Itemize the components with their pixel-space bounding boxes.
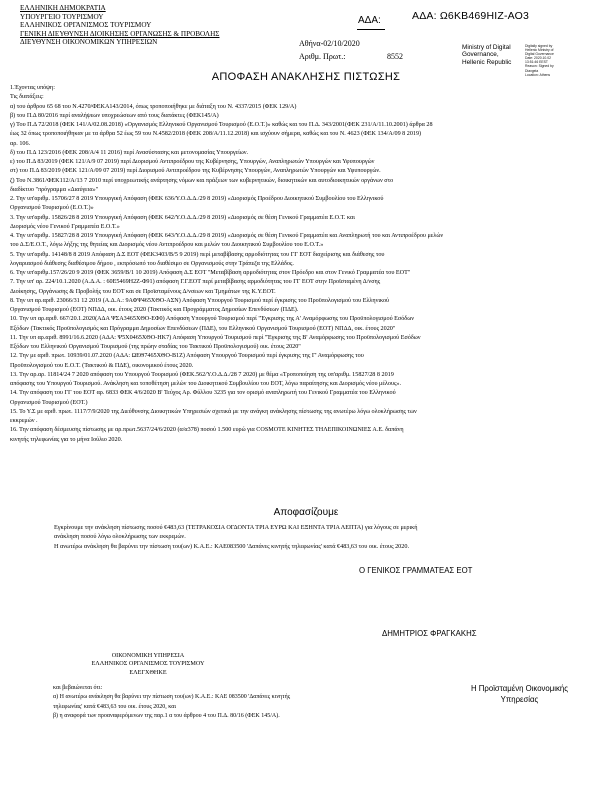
header-line: ΓΕΝΙΚΗ ΔΙΕΥΘΥΝΣΗ ΔΙΟΙΚΗΣΗΣ ΟΡΓΑΝΩΣΗΣ & ΠΡΟΒΟΛΗΣ xyxy=(20,29,220,38)
consideration-line: Διορισμός νέου Γενικού Γραμματέα Ε.Ο.Τ.» xyxy=(10,223,120,230)
consideration-line: γ) Του Π.Δ 72/2018 (ΦΕΚ 141/Α/02.08.2018) «Οργανισμός Ελληνικού Οργανισμού Τουρισμού (Ε.Ο.Τ.)» καθώς και του Π.Δ. 343/2001(ΦΕΚ 231/Α/11.10.2001) άρθρα 28 xyxy=(10,122,433,128)
consideration-line: Εξόδων του Ελληνικού Οργανισμού Τουρισμού (της πρώην σταδίας του Τακτικού Προϋπολογισμού) οικ. έτους 2020" xyxy=(10,344,301,350)
logo-line: Hellenic Republic xyxy=(462,58,512,66)
consideration-line: 15. Το Υ.Σ με αριθ. πρωτ. 1117/7/9/2020 της Διεύθυνσης Διοικητικών Υπηρεσιών σχετικά με την ανάγκη ανάκλησης πίστωσης της ανωτέρω λόγω ολοκλήρωσης των xyxy=(10,408,417,415)
consideration-line: του Δ.Σ/Ε.Ο.Τ., λόγω λήξης της θητείας και Διορισμός νέου Αντιπροέδρου και μελών του Διοικητικού Συμβουλίου του Ε.Ο.Τ.» xyxy=(10,242,324,249)
consideration-line: α) του άρθρου 65 68 του Ν.4270/ΦΕΚΑ143/2014, όπως τροποποιήθηκε με διάταξη του Ν. 4337/2015 (ΦΕΚ 129/Α) xyxy=(10,103,297,110)
consideration-line: Οργανισμού Τουρισμού (Ε.Ο.Τ.)» xyxy=(10,205,94,212)
consideration-line: 5. Την υπ'αριθμ. 14148/8 8 2019 Απόφαση Δ.Σ ΕΟΤ (ΦΕΚ3403/Β/5 9 2019) περί μεταβίβασης αρμοδιότητας του ΓΓ ΕΟΤ διαχείρισης και διάθεσης του xyxy=(10,251,385,258)
stamp-line: Location: Athens xyxy=(525,72,551,77)
ada-label: ΑΔΑ: xyxy=(358,15,381,26)
document-title: ΑΠΟΦΑΣΗ ΑΝΑΚΛΗΣΗΣ ΠΙΣΤΩΣΗΣ xyxy=(211,71,401,83)
consideration-line: 3. Την υπ'αριθμ. 15826/28 8 2019 Υπουργική Απόφαση (ΦΕΚ 642/Υ.Ο.Δ.Δ./29 8 2019) «Διορισμός σε θέση Γενικού Γραμματέα Ε.Ο.Τ. και xyxy=(10,214,355,221)
head-of-finance-signature xyxy=(457,683,582,705)
stamp-line: Digital Governance xyxy=(525,52,554,57)
consideration-line: 4. Την υπ'αριθμ. 15827/28 8 2019 Υπουργική Απόφαση (ΦΕΚ 643/Υ.Ο.Δ.Δ./29 8 2019) «Διορισμός σε θέση Γενικού Γραμματέα και Αναπληρωτή του και Αντιπροέδρου μελών xyxy=(10,233,444,239)
department-line: ΕΛΛΗΝΙΚΟΣ ΟΡΓΑΝΙΣΜΟΣ ΤΟΥΡΙΣΜΟΥ xyxy=(91,660,205,668)
stamp-line: 13:51:46 EEST xyxy=(525,60,548,65)
consideration-line: 10. Την υπ αρ.αριθ. 667/20.1.2020(ΑΔΑ ΨΣΑ3465ΧΘΟ-ΕΦ0) Απόφαση Υπουργού Τουρισμού περί "Έγκρισης της Α' Αναμόρφωσης του Προϋπολογισμού Εσόδων xyxy=(10,316,415,323)
consideration-line: Διοίκησης, Οργάνωσης & Προβολής του ΕΟΤ και σε Προϊσταμένους Δ/νσεων και Τμημάτων της Κ.Υ.ΕΟΤ. xyxy=(10,288,276,295)
consideration-line: ζ) Του Ν.3861/ΦΕΚ112/Α/13 7 2010 περί υποχρεωτικής ανάρτησης νόμων και πράξεων των κυβερνητικών, διοικητικών και αυτοδιοικητικών οργάνων στο xyxy=(10,177,394,184)
consideration-line: 11. Την υπ αρ.αριθ. 8991/16.6.2020 (ΑΔΑ: Ψ5Χ0465ΧΘΟ-ΗΚ7) Απόφαση Υπουργού Τουρισμού περί "Έγκρισης της Β' Αναμόρφωσης του Προϋπολογισμού Εσόδων xyxy=(10,334,421,341)
consideration-line: Τις διατάξεις: xyxy=(10,94,44,101)
consideration-line: δ) του Π.Δ 123/2016 (ΦΕΚ 208/Α/4 11 2016) περί Ανασύστασης και μετονομασίας Υπουργείων. xyxy=(10,149,249,156)
consideration-line: 1.Έχοντας υπόψη: xyxy=(10,85,55,91)
logo-line: Ministry of Digital xyxy=(462,44,511,51)
decision-line: Εγκρίνουμε την ανάκληση πίστωσης ποσού €483,63 (ΤΕΤΡΑΚΟΣΙΑ ΟΓΔΟΝΤΑ ΤΡΙΑ ΕΥΡΩ ΚΑΙ ΕΞΗΝΤΑ ΤΡΙΑ ΛΕΠΤΑ) για λόγους σε μερική xyxy=(54,524,418,531)
verification-line: α) Η ανωτέρω ανάκληση θα βαρύνει την πίστωση του(ων) Κ.Α.Ε.: ΚΑΕ 083500 'Δαπάνες κινητής xyxy=(53,694,291,701)
consideration-line: Εξόδων (Τακτικός Προϋπολογισμός και Πρόγραμμα Δημοσίων Επενδύσεων (ΠΔΕ), του Ελληνικού Οργανισμού Τουρισμού (ΕΟΤ) ΝΠΔΔ, οικ. έτους 2020" xyxy=(10,325,396,332)
consideration-line: διαδίκτυο "πρόγραμμα «Διαύγεια»" xyxy=(10,186,99,193)
consideration-line: 8. Την υπ αρ.αριθ. 23066/31 12 2019 (Α.Δ.Α.: 9ΑΦΨ465ΧΘΟ-ΑΣΝ) Απόφαση Υπουργού Τουρισμού περί έγκρισης του Προϋπολογισμού του Ελληνικού xyxy=(10,297,390,304)
department-line: ΟΙΚΟΝΟΜΙΚΗ ΥΠΗΡΕΣΙΑ xyxy=(111,652,185,659)
ada-underline xyxy=(357,29,385,30)
stamp-line: Date: 2020.10.02 xyxy=(525,56,552,61)
stamp-line: Digitally signed by xyxy=(525,44,553,48)
protocol-number: 8552 xyxy=(387,52,403,61)
consideration-line: 12. Την με αριθ. πρωτ. 10939/01.07.2020 (ΑΔΑ: ΩΕΘ7465ΧΘΟ-Β1Ζ) Απόφαση Υπουργού Τουρισμού περί έγκρισης της Γ' Αναμόρφωσης του xyxy=(10,353,364,360)
stamp-line: Hellenic Ministry of xyxy=(525,48,554,53)
verification-line: β) η αναφορά των προαναφερόμενων της παρ.1 α του άρθρου 4 του Π.Δ. 80/16 (ΦΕΚ 145/Α). xyxy=(53,713,280,720)
verification-line: και βεβαιώνεται ότι: xyxy=(53,685,103,691)
consideration-line: αρ. 106. xyxy=(10,140,31,147)
decision-heading: Αποφασίζουμε xyxy=(273,507,339,518)
consideration-line: 13. Την αρ.αρ. 11814/24 7 2020 απόφαση του Υπουργού Τουρισμού (ΦΕΚ.562/Υ.Ο.Δ.Δ./28 7 2020) με θέμα «Τροποποίηση της υπ'αριθμ. 15827/28 8 2019 xyxy=(10,371,394,378)
finance-department-block xyxy=(48,652,248,677)
consideration-line: κινητής τηλεφωνίας για το μήνα Ιούλιο 2020. xyxy=(10,436,123,443)
signatory-name: ΔΗΜΗΤΡΙΟΣ ΦΡΑΓΚΑΚΗΣ xyxy=(382,629,477,638)
consideration-line: εκκρεμών . xyxy=(10,418,38,424)
consideration-line: απόφασης του Υπουργού Τουρισμού. Ανάκληση και τοποθέτηση μελών του Διοικητικού Συμβουλίου του ΕΟΤ, λόγω παραίτησης και Διορισμός νέου μέλους». xyxy=(10,381,402,387)
consideration-line: 16. Την απόφαση δέσμευσης πίστωσης με αρ.πρωτ.5637/24/6/2020 (α/α378) ποσού 1.500 ευρώ για COSMOTE ΚΙΝΗΤΕΣ ΤΗΛΕΠΙΚΟΙΝΩΝΙΕΣ Α.Ε. δαπάνη xyxy=(10,427,404,434)
protocol-label: Αριθμ. Πρωτ.: xyxy=(299,52,346,61)
head-line: Υπηρεσίας xyxy=(500,695,539,704)
ministry-logo-text xyxy=(462,44,511,66)
ada-code: ΑΔΑ: Ω6ΚΒ469ΗΙΖ-ΑΟ3 xyxy=(412,10,530,22)
consideration-line: 6. Την υπ'αριθμ.157/26/20 9 2019 (ΦΕΚ 3659/Β/1 10 2019) Απόφαση Δ.Σ ΕΟΤ "Μεταβίβαση αρμοδιότητας στον Πρόεδρο και στον Γενικό Γραμματέα του ΕΟΤ" xyxy=(10,270,411,276)
verification-line: τηλεφωνίας' κατά €483,63 του οικ. έτους 2020, και xyxy=(53,703,177,710)
date-line: Αθήνα-02/10/2020 xyxy=(299,39,360,48)
issuing-authority-header xyxy=(20,4,220,47)
consideration-line: Οργανισμού Τουρισμού (ΕΟΤ) ΝΠΔΔ, οικ. έτους 2020 (Τακτικός και Προγράμματος Δημοσίων Επενδύσεων (ΠΔΕ). xyxy=(10,307,299,313)
stamp-line: Reason: Signed by xyxy=(525,64,554,69)
header-line: ΥΠΟΥΡΓΕΙΟ ΤΟΥΡΙΣΜΟΥ xyxy=(20,12,104,21)
consideration-line: 14. Την απόφαση του ΓΓ του ΕΟΤ αρ. 6833 ΦΕΚ 4/6/2020 Β' Τεύχος Αρ. Φύλλου 3235 για τον ορισμό αναπληρωτή του Γενικού Γραμματέα του Ελληνικού xyxy=(10,390,396,397)
consideration-line: β) του Π.Δ 80/2016 περί αναλήψεων υποχρεώσεων από τους διατάκτες (ΦΕΚ145/Α) xyxy=(10,112,219,119)
header-line: ΕΛΛΗΝΙΚΗ ΔΗΜΟΚΡΑΤΙΑ xyxy=(20,4,106,12)
header-line: ΕΛΛΗΝΙΚΟΣ ΟΡΓΑΝΙΣΜΟΣ ΤΟΥΡΙΣΜΟΥ xyxy=(20,21,152,30)
consideration-line: Οργανισμού Τουρισμού (ΕΟΤ.) xyxy=(10,399,88,406)
consideration-line: ε) του Π.Δ 83/2019 (ΦΕΚ 121/Α/9 07 2019) περί Διορισμού Αντιπροέδρου της Κυβέρνησης, Υπουργών, Αναπληρωτών Υπουργών και Υφυπουργών xyxy=(10,159,375,165)
decision-line: ανάκληση ποσού λόγω ολοκλήρωσης των εκκρεμών. xyxy=(54,533,186,541)
consideration-line: Προϋπολογισμού του Ε.Ο.Τ. (Τακτικού & ΠΔΕ), οικονομικού έτους 2020. xyxy=(10,362,194,369)
department-line: ΕΛΕΓΧΘΗΚΕ xyxy=(129,668,167,676)
head-line: Η Προϊσταμένη Οικονομικής xyxy=(471,684,568,693)
logo-line: Governance, xyxy=(462,51,499,59)
consideration-line: έως 32 όπως τροποποιήθηκαν με τα άρθρα 52 έως 59 του Ν.4582/2018 (ΦΕΚ 208/Α/11.12.2018) και ισχύουν σήμερα, καθώς και του Ν. 4623 (ΦΕΚ 134/Α/09 8 2019) xyxy=(10,131,422,138)
verification-notes xyxy=(53,684,290,722)
consideration-line: λογαριασμού διάθεσης διαθέσιμου δήμου , εκπρόσωπό του διαθέσιμο σε Οργανισμούς στην Τράπεζα της Ελλάδος. xyxy=(10,260,294,267)
header-line: ΔΙΕΥΘΥΝΣΗ ΟΙΚΟΝΟΜΙΚΩΝ ΥΠΗΡΕΣΙΩΝ xyxy=(20,38,158,47)
signatory-title: Ο ΓΕΝΙΚΟΣ ΓΡΑΜΜΑΤΕΑΣ ΕΟΤ xyxy=(359,566,473,575)
decision-body xyxy=(54,523,599,551)
document-meta xyxy=(299,37,403,63)
stamp-line: Diavgeia xyxy=(525,68,539,73)
consideration-line: στ) του Π.Δ 83/2019 (ΦΕΚ 121/Α/09 07 2019) περί Διορισμού Αντιπροέδρου της Κυβέρνησης Υπουργών, Αναπληρωτών Υπουργών και Υφυπουργών. xyxy=(10,168,381,175)
consideration-line: 7. Την υπ' αρ. 224/10.1.2020 (Α.Δ.Α. : 60Ε5469Η2Ζ-Φ91) απόφαση Γ.Γ.ΕΟΤ περί μεταβίβασης αρμοδιότητας του ΓΓ ΕΟΤ στην Προϊσταμένη Δ/νσης xyxy=(10,279,381,286)
considerations-list xyxy=(10,84,600,445)
consideration-line: 2. Την υπ'αριθμ. 15706/27 8 2019 Υπουργική Απόφαση (ΦΕΚ 636/Υ.Ο.Δ.Δ./29 8 2019) «Διορισμός Προέδρου Διοικητικού Συμβουλίου του Ελληνικού xyxy=(10,196,384,202)
decision-line: Η ανωτέρω ανάκληση θα βαρύνει την πίστωση του(ων) Κ.Α.Ε.: ΚΑΕ083500 'Δαπάνες κινητής τηλεφωνίας' κατά €483,63 του οικ. έτους 2020. xyxy=(54,542,409,550)
